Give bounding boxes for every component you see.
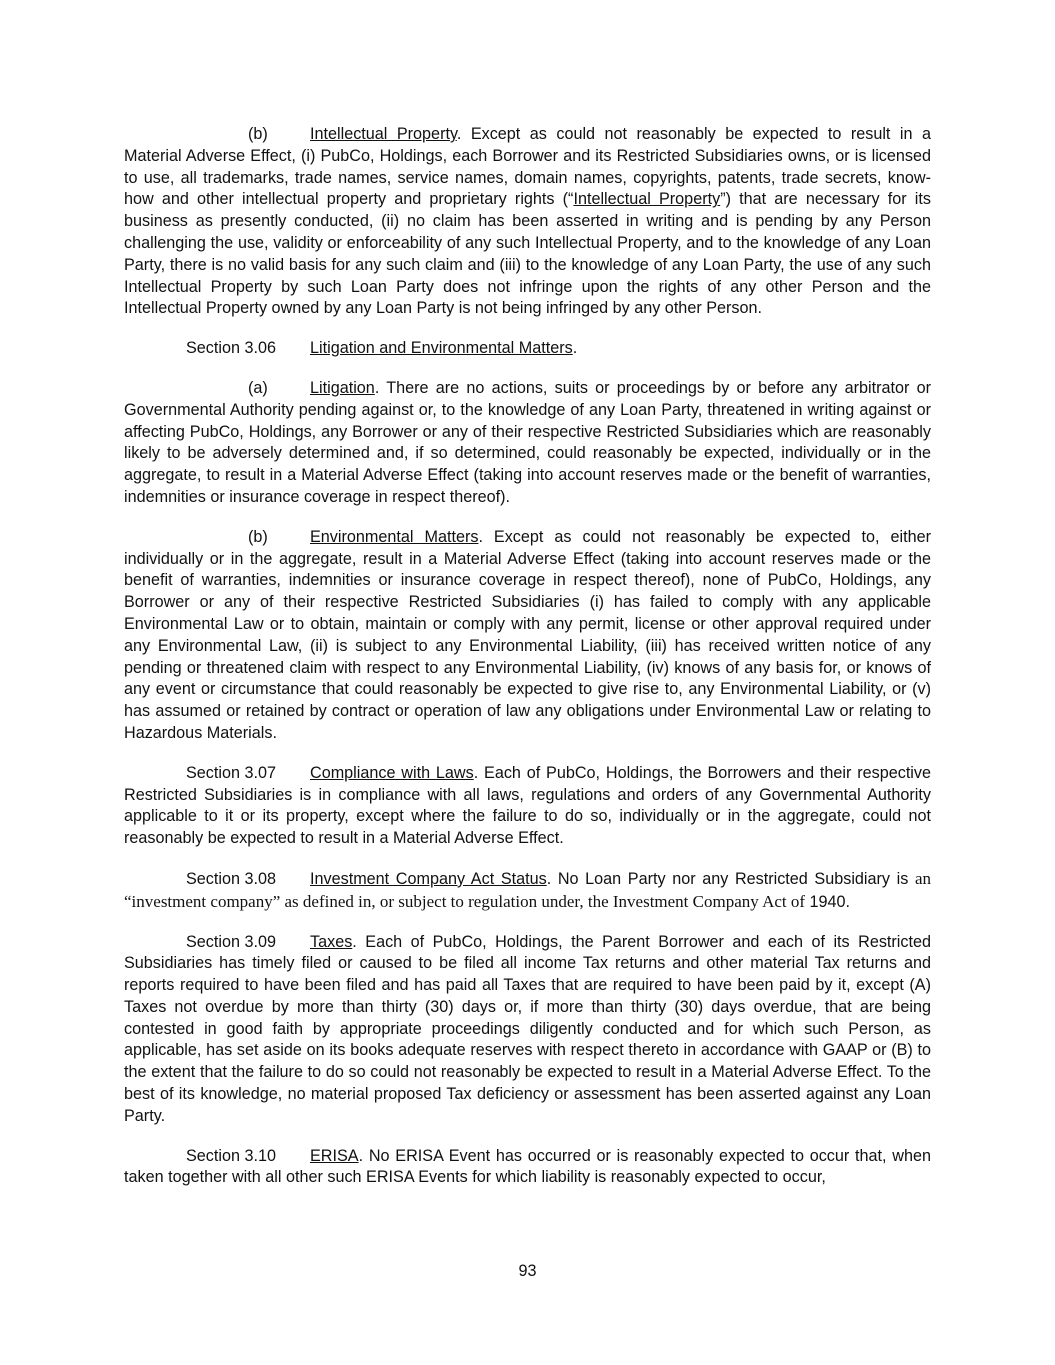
paragraph-text: . Except as could not reasonably be expected to, either individually or in the aggregate, result in a Material Adverse Effect (taking into account reserves made or the benefit of warranties, indemnities or insurance coverage in respect thereof), none of PubCo, Holdings, any Borrower or any of their respective Restricted Subsidiaries (i) has failed to comply with any applicable Environmental Law or to obtain, maintain or comply with any permit, license or other approval required under any Environmental Law, (ii) is subject to any Environmental Liability, (iii) has received written notice of any pending or threatened claim with respect to any Environmental Liability, (iv) knows of any basis for, or knows of any event or circumstance that could reasonably be expected to give rise to, any Environmental Liability, or (v) has assumed or retained by contract or operation of law any obligations under Environmental Law or relating to Hazardous Materials. [124, 527, 931, 742]
paragraph-taxes [124, 932, 931, 1128]
subsection-heading-litigation: Litigation [310, 378, 375, 397]
subsection-label: (b) [248, 125, 268, 143]
paragraph-litigation [124, 378, 931, 509]
subsection-heading-environmental-matters: Environmental Matters [310, 527, 479, 546]
section-label: Section 3.10 [186, 1146, 276, 1165]
section-label: Section 3.07 [186, 763, 276, 782]
section-title-taxes: Taxes [310, 932, 353, 951]
section-title-compliance-with-laws: Compliance with Laws [310, 763, 474, 782]
defined-term-intellectual-property: Intellectual Property [573, 190, 721, 209]
paragraph-text: ”) that are necessary for its business as presently conducted, (ii) no claim has been asserted in writing and is pending by any Person challenging the use, validity or enforceability of any such Intellectual Property, and to the knowledge of any Loan Party, there is no valid basis for any such claim and (iii) to the knowledge of any Loan Party, the use of any such Intellectual Property by such Loan Party does not infringe upon the rights of any other Person and the Intellectual Property owned by any Loan Party is not being infringed by any other Person. [124, 190, 931, 318]
section-title-erisa: ERISA [310, 1146, 359, 1165]
subsection-label: (b) [248, 527, 268, 546]
paragraph-text: 1940. [805, 892, 851, 911]
paragraph-text: . Each of PubCo, Holdings, the Borrowers and their respective Restricted Subsidiaries is in compliance with all laws, regulations and orders of any Governmental Authority applicable to it or its property, except where the failure to do so, individually or in the aggregate, could not reasonably be expected to result in a Material Adverse Effect. [124, 763, 932, 848]
document-body [124, 124, 931, 1207]
section-label: Section 3.06 [186, 339, 276, 358]
page-number: 93 [518, 1262, 537, 1280]
section-heading-3-06 [124, 338, 931, 360]
paragraph-environmental-matters [124, 527, 931, 745]
paragraph-text: . No Loan Party nor any Restricted Subsidiary is [546, 869, 915, 888]
section-label: Section 3.08 [186, 869, 276, 888]
paragraph-text: . Each of PubCo, Holdings, the Parent Borrower and each of its Restricted Subsidiaries has timely filed or caused to be filed all income Tax returns and other material Tax returns and reports required to have been filed and has paid all Taxes that are required to have been paid by it, except (A) Taxes not overdue by more than thirty (30) days or, if more than thirty (30) days overdue, that are being contested in good faith by appropriate proceedings diligently conducted and for which such Person, as applicable, has set aside on its books adequate reserves with respect thereto in accordance with GAAP or (B) to the extent that the failure to do so could not reasonably be expected to result in a Material Adverse Effect. To the best of its knowledge, no material proposed Tax deficiency or assessment has been asserted against any Loan Party. [124, 932, 931, 1125]
subsection-label: (a) [248, 378, 268, 397]
section-label: Section 3.09 [186, 932, 276, 951]
paragraph-text: . No ERISA Event has occurred or is reasonably expected to occur that, when taken together with all other such ERISA Events for which liability is reasonably expected to occur, [124, 1146, 931, 1187]
paragraph-text-serif: an “investment company” as defined in, or subject to regulation under, the Investment Company Act of [124, 868, 931, 911]
paragraph-text: . There are no actions, suits or proceedings by or before any arbitrator or Governmental Authority pending against or, to the knowledge of any Loan Party, threatened in writing against or affecting PubCo, Holdings, any Borrower or any of their respective Restricted Subsidiaries which are reasonably likely to be adversely determined and, if so determined, could reasonably be expected, individually or in the aggregate, to result in a Material Adverse Effect (taking into account reserves made or the benefit of warranties, indemnities or insurance coverage in respect thereof). [124, 378, 931, 506]
paragraph-erisa [124, 1146, 931, 1190]
paragraph-investment-company-act [124, 868, 931, 914]
paragraph-intellectual-property [124, 124, 931, 320]
section-title-suffix: . [572, 339, 578, 358]
subsection-heading-intellectual-property: Intellectual Property [310, 125, 457, 143]
paragraph-text: . Except as could not reasonably be expected to result in a Material Adverse Effect, (i) PubCo, Holdings, each Borrower and its Restricted Subsidiaries owns, or is licensed to use, all trademarks, trade names, service names, domain names, copyrights, patents, trade secrets, know-how and other intellectual property and proprietary rights (“ [124, 125, 931, 209]
paragraph-compliance-with-laws [124, 763, 931, 850]
section-title-investment-company-act: Investment Company Act Status [310, 869, 547, 888]
section-title-litigation-environmental: Litigation and Environmental Matters [310, 339, 573, 358]
